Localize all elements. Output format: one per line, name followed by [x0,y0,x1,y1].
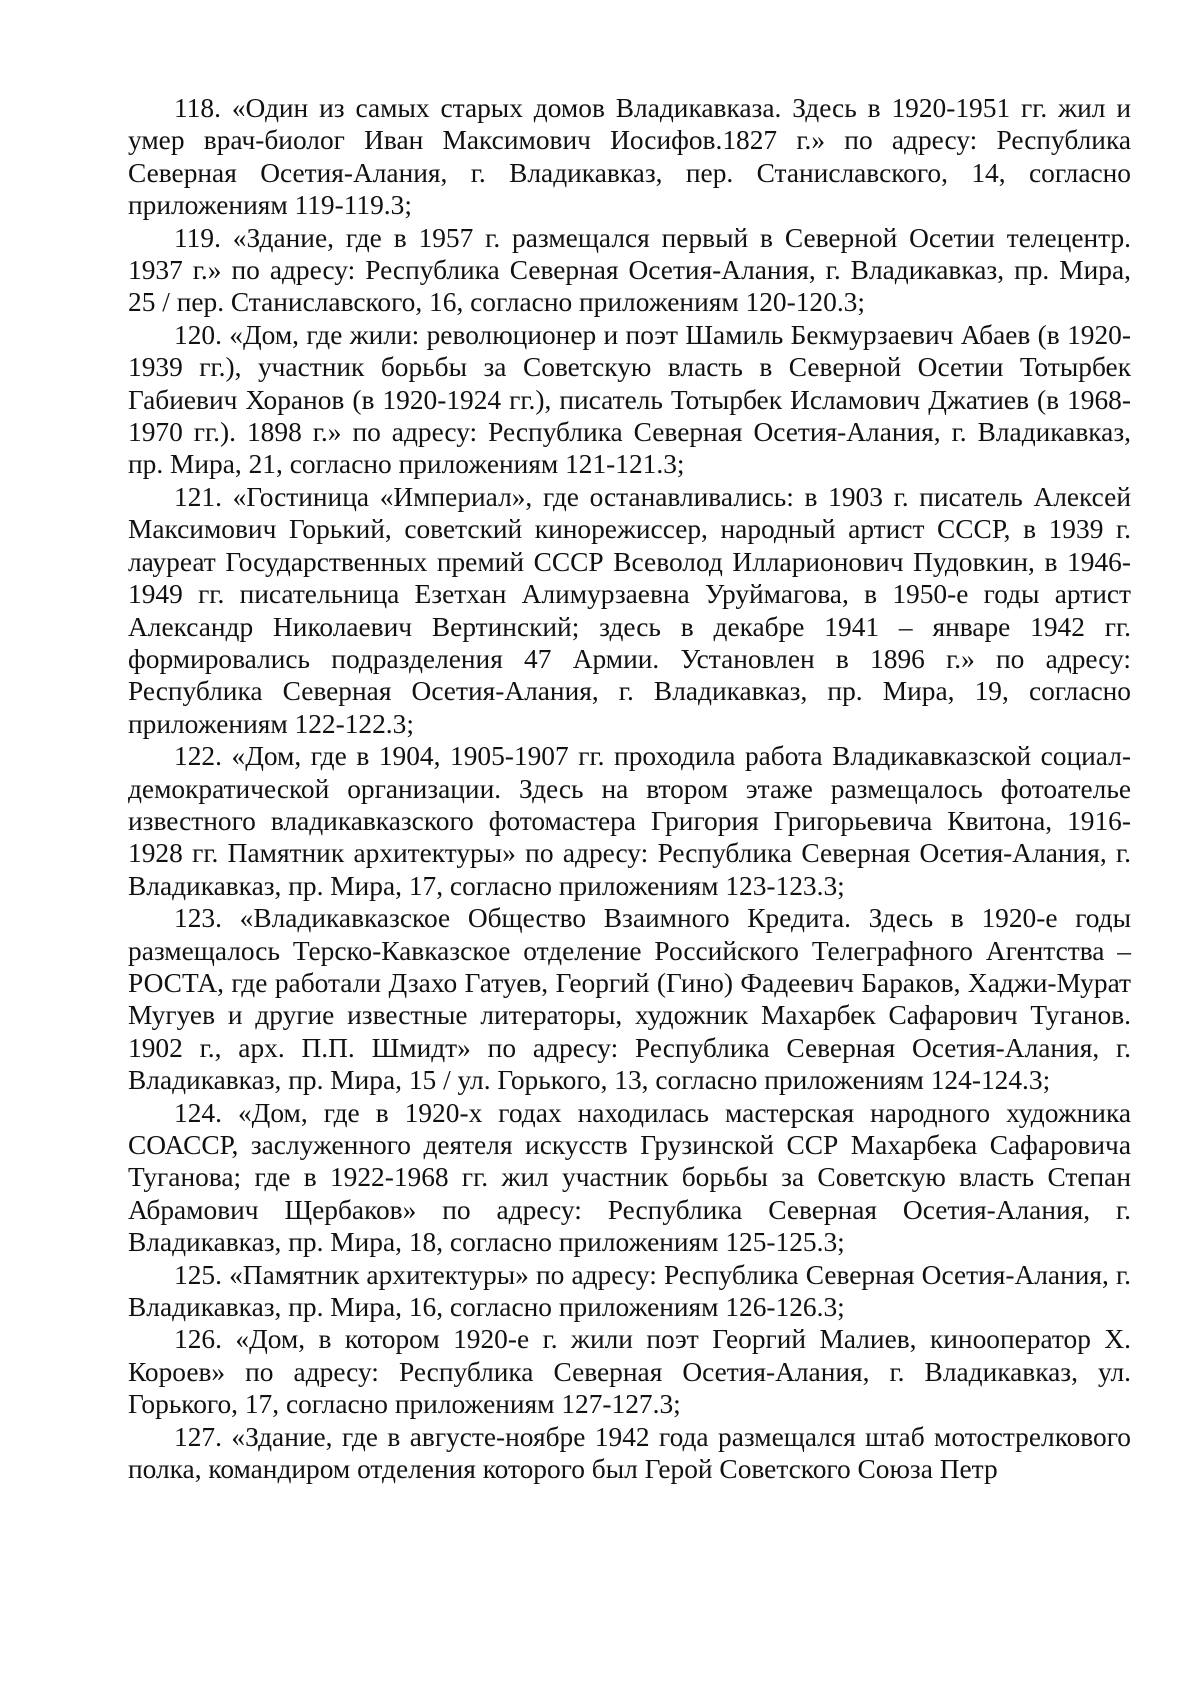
paragraph-126: 126. «Дом, в котором 1920-е г. жили поэт Георгий Малиев, кинооператор Х. Короев» по адресу: Республика Северная Осетия-Алания, г. Владикавказ, ул. Горького, 17, согласно приложениям 127-127.3; [128,1324,1131,1420]
paragraph-125: 125. «Памятник архитектуры» по адресу: Республика Северная Осетия-Алания, г. Владикавказ, пр. Мира, 16, согласно приложениям 126-126.3; [128,1259,1131,1323]
paragraph-123: 123. «Владикавказское Общество Взаимного Кредита. Здесь в 1920-е годы размещалось Терско-Кавказское отделение Российского Телеграфного Агентства – РОСТА, где работали Дзахо Гатуев, Георгий (Гино) Фадеевич Бараков, Хаджи-Мурат Мугуев и другие известные литераторы, художник Махарбек Сафарович Туганов. 1902 г., арх. П.П. Шмидт» по адресу: Республика Северная Осетия-Алания, г. Владикавказ, пр. Мира, 15 / ул. Горького, 13, согласно приложениям 124-124.3; [128,903,1131,1096]
document-page [128,92,1131,1485]
paragraph-121: 121. «Гостиница «Империал», где останавливались: в 1903 г. писатель Алексей Максимович Горький, советский кинорежиссер, народный артист СССР, в 1939 г. лауреат Государственных премий СССР Всеволод Илларионович Пудовкин, в 1946-1949 гг. писательница Езетхан Алимурзаевна Уруймагова, в 1950-е годы артист Александр Николаевич Вертинский; здесь в декабре 1941 – январе 1942 гг. формировались подразделения 47 Армии. Установлен в 1896 г.» по адресу: Республика Северная Осетия-Алания, г. Владикавказ, пр. Мира, 19, согласно приложениям 122-122.3; [128,481,1131,739]
paragraph-118: 118. «Один из самых старых домов Владикавказа. Здесь в 1920-1951 гг. жил и умер врач-биолог Иван Максимович Иосифов.1827 г.» по адресу: Республика Северная Осетия-Алания, г. Владикавказ, пер. Станиславского, 14, согласно приложениям 119-119.3; [128,93,1131,221]
paragraph-124: 124. «Дом, где в 1920-х годах находилась мастерская народного художника СОАССР, заслуженного деятеля искусств Грузинской ССР Махарбека Сафаровича Туганова; где в 1922-1968 гг. жил участник борьбы за Советскую власть Степан Абрамович Щербаков» по адресу: Республика Северная Осетия-Алания, г. Владикавказ, пр. Мира, 18, согласно приложениям 125-125.3; [128,1097,1131,1258]
paragraph-122: 122. «Дом, где в 1904, 1905-1907 гг. проходила работа Владикавказской социал-демократической организации. Здесь на втором этаже размещалось фотоателье известного владикавказского фотомастера Григория Григорьевича Квитона, 1916-1928 гг. Памятник архитектуры» по адресу: Республика Северная Осетия-Алания, г. Владикавказ, пр. Мира, 17, согласно приложениям 123-123.3; [128,741,1131,901]
paragraph-120: 120. «Дом, где жили: революционер и поэт Шамиль Бекмурзаевич Абаев (в 1920-1939 гг.), участник борьбы за Советскую власть в Северной Осетии Тотырбек Габиевич Хоранов (в 1920-1924 гг.), писатель Тотырбек Исламович Джатиев (в 1968-1970 гг.). 1898 г.» по адресу: Республика Северная Осетия-Алания, г. Владикавказ, пр. Мира, 21, согласно приложениям 121-121.3; [128,319,1131,480]
paragraph-127: 127. «Здание, где в августе-ноябре 1942 года размещался штаб мотострелкового полка, командиром отделения которого был Герой Советского Союза Петр [128,1421,1131,1485]
paragraph-119: 119. «Здание, где в 1957 г. размещался первый в Северной Осетии телецентр. 1937 г.» по адресу: Республика Северная Осетия-Алания, г. Владикавказ, пр. Мира, 25 / пер. Станиславского, 16, согласно приложениям 120-120.3; [128,222,1131,318]
